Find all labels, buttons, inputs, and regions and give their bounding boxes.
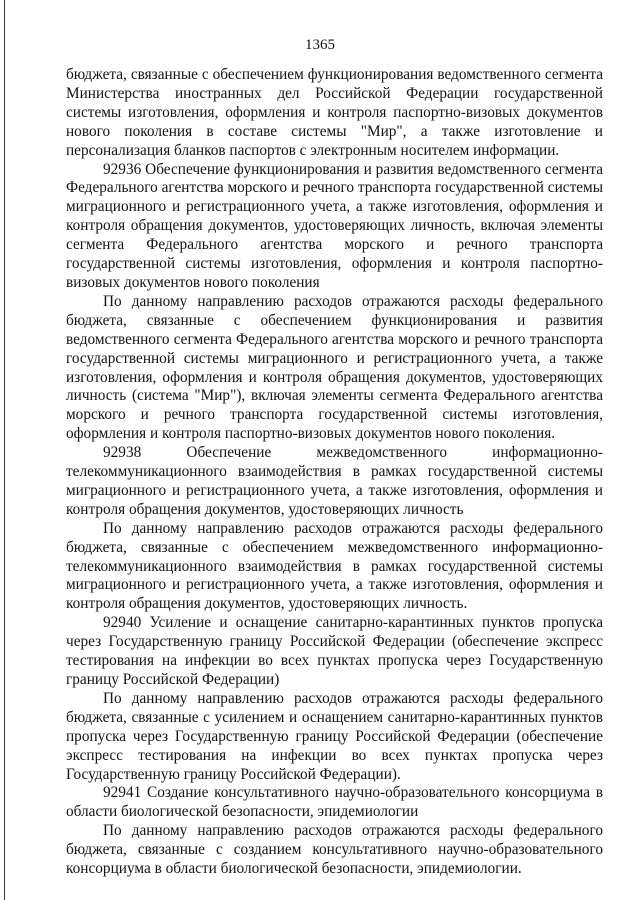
page-edge-line: [4, 0, 5, 900]
paragraph-item-92936-heading: 92936 Обеспечение функционирования и развития ведомственного сегмента Федерального агентства морского и речного транспорта государственной системы миграционного и регистрационного учета, а также изготовления, оформления и контроля обращения документов, удостоверяющих личность, включая элементы сегмента Федерального агентства морского и речного транспорта государственной системы изготовления, оформления и контроля паспортно-визовых документов нового поколения: [66, 160, 603, 291]
page-number: 1365: [305, 37, 335, 53]
paragraph-item-92936-description: По данному направлению расходов отражаются расходы федерального бюджета, связанные с обеспечением функционирования и развития ведомственного сегмента Федерального агентства морского и речного транспорта государственной системы миграционного и регистрационного учета, а также изготовления, оформления и контроля обращения документов, удостоверяющих личность (система "Мир"), включая элементы сегмента Федерального агентства морского и речного транспорта государственной системы изготовления, оформления и контроля паспортно-визовых документов нового поколения.: [66, 292, 603, 443]
paragraph-item-92938-description: По данному направлению расходов отражаются расходы федерального бюджета, связанные с обеспечением межведомственного информационно-телекоммуникационного взаимодействия в рамках государственной системы миграционного и регистрационного учета, а также изготовления, оформления и контроля обращения документов, удостоверяющих личность.: [66, 519, 603, 613]
paragraph-item-92941-heading: 92941 Создание консультативного научно-образовательного консорциума в области биологической безопасности, эпидемиологии: [66, 784, 603, 821]
paragraph-item-92941-description: По данному направлению расходов отражаются расходы федерального бюджета, связанные с созданием консультативного научно-образовательного консорциума в области биологической безопасности, эпидемиологии.: [66, 822, 603, 878]
paragraph-item-92938-heading: 92938 Обеспечение межведомственного информационно-телекоммуникационного взаимодействия в рамках государственной системы миграционного и регистрационного учета, а также изготовления, оформления и контроля обращения документов, удостоверяющих личность: [66, 444, 603, 518]
document-body: [66, 66, 603, 879]
paragraph-item-92940-description: По данному направлению расходов отражаются расходы федерального бюджета, связанные с усилением и оснащением санитарно-карантинных пунктов пропуска через Государственную границу Российской Федерации (обеспечение экспресс тестирования на инфекции во всех пунктах пропуска через Государственную границу Российской Федерации).: [66, 689, 603, 783]
paragraph-continuation: бюджета, связанные с обеспечением функционирования ведомственного сегмента Министерства иностранных дел Российской Федерации государственной системы изготовления, оформления и контроля паспортно-визовых документов нового поколения в составе системы "Мир", а также изготовление и персонализация бланков паспортов с электронным носителем информации.: [66, 66, 603, 159]
paragraph-item-92940-heading: 92940 Усиление и оснащение санитарно-карантинных пунктов пропуска через Государственную границу Российской Федерации (обеспечение экспресс тестирования на инфекции во всех пунктах пропуска через Государственную границу Российской Федерации): [66, 614, 603, 688]
